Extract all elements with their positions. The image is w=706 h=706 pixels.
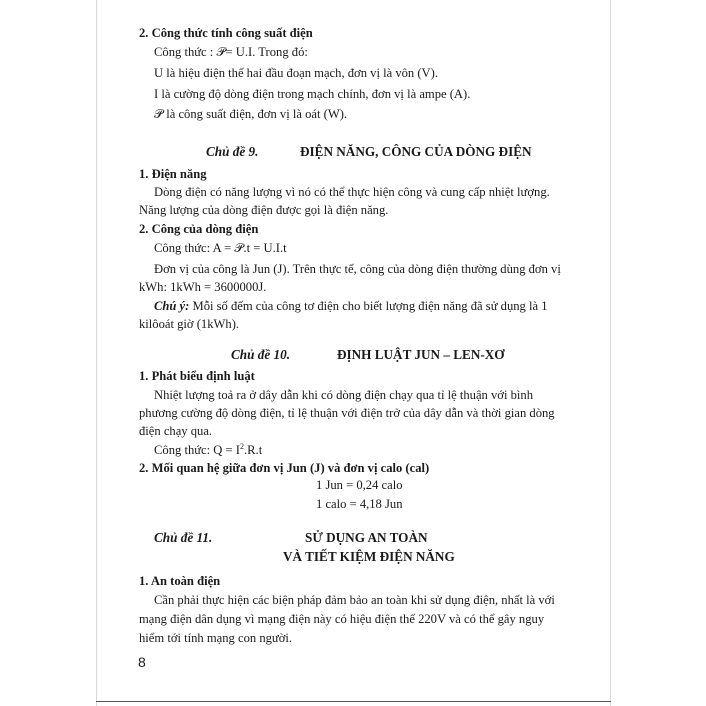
formula-line: Công thức: A = 𝒫.t = U.I.t bbox=[154, 241, 287, 255]
text-line: Đơn vị của công là Jun (J). Trên thực tế, công của dòng điện thường dùng đơn vị bbox=[154, 262, 561, 276]
note-label: Chú ý: bbox=[154, 299, 190, 313]
section-heading: 1. An toàn điện bbox=[139, 574, 221, 588]
text-line: Năng lượng của dòng điện được gọi là điện năng. bbox=[139, 203, 389, 217]
topic-title: VÀ TIẾT KIỆM ĐIỆN NĂNG bbox=[283, 549, 455, 564]
topic-title: ĐIỆN NĂNG, CÔNG CỦA DÒNG ĐIỆN bbox=[300, 144, 532, 159]
page-number: 8 bbox=[138, 654, 146, 670]
equation: 1 Jun = 0,24 calo bbox=[316, 478, 403, 492]
text-line: 𝒫 là công suất điện, đơn vị là oát (W). bbox=[154, 107, 348, 121]
text-line: mạng điện dân dụng vì mạng điện này có hiệu điện thế 220V và có thể gây nguy bbox=[139, 612, 545, 626]
section-heading: 1. Phát biểu định luật bbox=[139, 369, 255, 383]
section-heading: 2. Công thức tính công suất điện bbox=[139, 26, 313, 40]
section-heading: 1. Điện năng bbox=[139, 167, 207, 181]
note-line bbox=[154, 298, 548, 314]
topic-number: Chủ đề 10. bbox=[231, 347, 290, 362]
text-line: phương cường độ dòng điện, tỉ lệ thuận với điện trở của dây dẫn và thời gian dòng bbox=[139, 406, 555, 420]
text-line: kWh: 1kWh = 3600000J. bbox=[139, 280, 267, 294]
page-left-edge bbox=[96, 0, 97, 706]
topic-title: SỬ DỤNG AN TOÀN bbox=[305, 530, 428, 545]
text-line: Dòng điện có năng lượng vì nó có thể thực hiện công và cung cấp nhiệt lượng. bbox=[154, 185, 550, 199]
text-line: Cần phải thực hiện các biện pháp đảm bảo an toàn khi sử dụng điện, nhất là với bbox=[154, 593, 555, 607]
text-line: Nhiệt lượng toả ra ở dây dẫn khi có dòng điện chạy qua tỉ lệ thuận với bình bbox=[154, 388, 533, 402]
topic-number: Chủ đề 9. bbox=[206, 144, 259, 159]
topic-number: Chủ đề 11. bbox=[154, 530, 213, 545]
formula-line: Công thức : 𝒫= U.I. Trong đó: bbox=[154, 45, 308, 59]
text-line: hiểm tới tính mạng con người. bbox=[139, 631, 293, 645]
section-heading: 2. Công của dòng điện bbox=[139, 222, 259, 236]
formula-line: Công thức: $Q = I^2.R.t$ bbox=[154, 442, 263, 457]
text-line: điện chạy qua. bbox=[139, 424, 213, 438]
section-heading: 2. Mối quan hệ giữa đơn vị Jun (J) và đơn vị calo (cal) bbox=[139, 461, 430, 475]
equation: 1 calo = 4,18 Jun bbox=[316, 497, 403, 511]
text-line: kilôoát giờ (1kWh). bbox=[139, 317, 240, 331]
page-right-edge bbox=[610, 0, 611, 706]
text-line: I là cường độ dòng điện trong mạch chính, đơn vị là ampe (A). bbox=[154, 87, 471, 101]
topic-title: ĐỊNH LUẬT JUN – LEN-XƠ bbox=[337, 347, 505, 362]
bottom-rule bbox=[96, 701, 611, 702]
note-text: Mỗi số đếm của công tơ điện cho biết lượng điện năng đã sử dụng là 1 bbox=[189, 299, 548, 313]
text-line: U là hiệu điện thế hai đầu đoạn mạch, đơn vị là vôn (V). bbox=[154, 66, 438, 80]
